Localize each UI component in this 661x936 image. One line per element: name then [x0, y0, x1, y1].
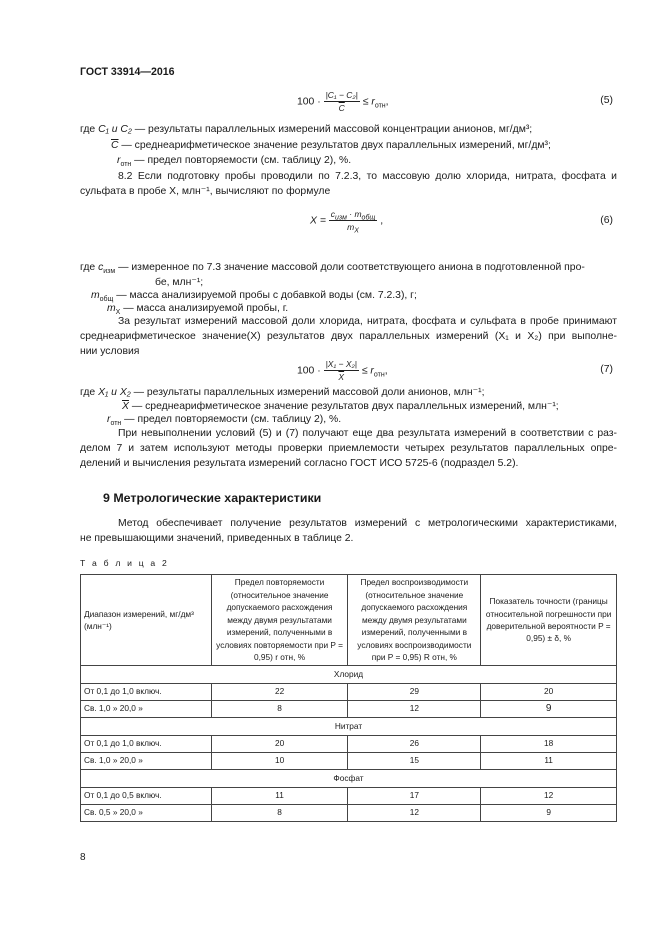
- def-rotn-5: [117, 155, 351, 167]
- paragraph-fail-line3: делений и вычисления результата измерений согласно ГОСТ ИСО 5725-6 (подраздел 5.2).: [80, 458, 519, 469]
- section-9-line1: Метод обеспечивает получение результатов измерений с метрологическими характеристиками,: [118, 518, 617, 529]
- cell-accuracy: 18: [481, 736, 617, 753]
- def-intro: где: [80, 124, 96, 135]
- def-mobsh: [91, 290, 417, 302]
- header-accuracy-text: Показатель точности (границы относительной погрешности при доверительной вероятности P = 0,95) ± δ, %: [485, 596, 612, 644]
- section-9-line2: не превышающими значений, приведенных в таблице 2.: [80, 533, 354, 544]
- document-code: ГОСТ 33914—2016: [80, 66, 175, 78]
- def-cbar: [111, 140, 551, 152]
- table-row: [81, 701, 617, 718]
- table-row: [81, 805, 617, 822]
- def-symbol: $\overline{C}$: [111, 140, 119, 151]
- equation-5-number: (5): [600, 95, 613, 106]
- eq6-num-c-sub: изм: [335, 214, 347, 222]
- table-header-row: [81, 575, 617, 666]
- def-text: — предел повторяемости (см. таблицу 2), %.: [134, 155, 352, 166]
- cell-repeatability: 8: [211, 805, 348, 822]
- group-label: Хлорид: [81, 666, 617, 684]
- cell-reproducibility: 12: [348, 805, 481, 822]
- col-header-repeatability: [211, 575, 348, 666]
- cell-reproducibility: 15: [348, 753, 481, 770]
- paragraph-fail-line1: При невыполнении условий (5) и (7) получают еще два результата измерений в соответствии с раз-: [118, 428, 617, 439]
- group-label: Фосфат: [81, 770, 617, 788]
- def-text: — масса анализируемой пробы, г.: [123, 303, 289, 314]
- header-repeatability-text: Предел повторяемости (относительное значение допускаемого расхождения между двумя результатами измерений, полученными в условиях повторяемости при P = 0,95) r отн, %: [216, 577, 343, 663]
- eq7-rhs-sub: отн: [373, 371, 385, 379]
- cell-range: Св. 1,0 » 20,0 »: [81, 753, 212, 770]
- eq5-prefix: 100 ·: [297, 96, 321, 108]
- def-symbol-sub: изм: [103, 268, 116, 276]
- def-intro: где: [80, 262, 96, 273]
- table-row: [81, 684, 617, 701]
- def-mx: [107, 303, 288, 315]
- paragraph-result-line1: За результат измерений массовой доли хлорида, нитрата, фосфата и сульфата в пробе принимают: [118, 316, 617, 327]
- equation-7-number: (7): [600, 364, 613, 375]
- def-c1c2: [80, 124, 532, 136]
- cell-reproducibility: 26: [348, 736, 481, 753]
- eq6-denominator: [329, 221, 378, 235]
- section-9-title: 9 Метрологические характеристики: [103, 491, 322, 505]
- page-number: 8: [80, 852, 86, 863]
- paragraph-result-line2: среднеарифметическое значение(X) результатов двух параллельных измерений (X₁ и X₂) при выполне-: [80, 331, 617, 342]
- group-row-chloride: [81, 666, 617, 684]
- eq7-denominator: X: [338, 372, 345, 383]
- cell-range: Св. 0,5 » 20,0 »: [81, 805, 212, 822]
- eq7-prefix: 100 ·: [297, 365, 321, 377]
- def-symbol: X₁ и X₂: [98, 387, 131, 398]
- cell-range: От 0,1 до 0,5 включ.: [81, 788, 212, 805]
- equation-6-number: (6): [600, 215, 613, 226]
- paragraph-8-2-line1: 8.2 Если подготовку пробы проводили по 7.2.3, то массовую долю хлорида, нитрата, фосфата и: [118, 171, 617, 182]
- def-symbol: m: [91, 290, 100, 301]
- paragraph-8-2-line2: сульфата в пробе X, млн⁻¹, вычисляют по формуле: [80, 186, 331, 197]
- table-row: [81, 753, 617, 770]
- cell-range: От 0,1 до 1,0 включ.: [81, 684, 212, 701]
- def-text: — среднеарифметическое значение результатов двух параллельных измерений, млн⁻¹;: [131, 401, 559, 412]
- eq6-num-c: c: [330, 209, 336, 219]
- eq6-num-m-sub: общ: [361, 214, 376, 222]
- cell-reproducibility: 17: [348, 788, 481, 805]
- eq6-den-sub: X: [354, 227, 359, 235]
- def-text: — среднеарифметическое значение результатов двух параллельных измерений, мг/дм³;: [121, 140, 551, 151]
- def-rotn-7: [107, 414, 341, 426]
- cell-range: От 0,1 до 1,0 включ.: [81, 736, 212, 753]
- col-header-accuracy: [481, 575, 617, 666]
- def-symbol: c: [98, 262, 104, 273]
- equation-7: [297, 359, 388, 382]
- cell-repeatability: 8: [211, 701, 348, 718]
- def-symbol: C₁ и C₂: [98, 124, 132, 135]
- paragraph-result-line3: нии условия: [80, 346, 140, 357]
- eq6-lhs: X =: [310, 215, 326, 227]
- cell-repeatability: 20: [211, 736, 348, 753]
- def-text: — масса анализируемой пробы с добавкой воды (см. 7.2.3), г;: [116, 290, 417, 301]
- header-range-text: Диапазон измерений, мг/дм³ (млн⁻¹): [84, 608, 194, 631]
- def-symbol-sub: отн: [110, 420, 122, 428]
- cell-range: Св. 1,0 » 20,0 »: [81, 701, 212, 718]
- def-intro: где: [80, 387, 96, 398]
- table-caption: Т а б л и ц а 2: [80, 558, 169, 568]
- eq5-denominator: C: [338, 103, 345, 114]
- eq6-fraction: [329, 209, 378, 235]
- eq6-num-mid: · m: [346, 209, 362, 219]
- def-x1x2: [80, 387, 485, 399]
- group-row-nitrate: [81, 718, 617, 736]
- cell-reproducibility: 29: [348, 684, 481, 701]
- cell-repeatability: 11: [211, 788, 348, 805]
- table-row: [81, 788, 617, 805]
- eq5-numerator: |C₁ − C₂|: [324, 90, 360, 102]
- def-text: — результаты параллельных измерений массовой концентрации анионов, мг/дм³;: [134, 124, 533, 135]
- group-label: Нитрат: [81, 718, 617, 736]
- def-xbar: [122, 401, 559, 413]
- group-row-phosphate: [81, 770, 617, 788]
- eq5-tail: ,: [385, 96, 389, 108]
- eq5-rhs-sub: отн: [374, 102, 386, 110]
- def-symbol: r: [117, 155, 121, 166]
- eq6-tail: ,: [380, 215, 384, 227]
- equation-6: [310, 209, 384, 235]
- header-reproducibility-text: Предел воспроизводимости (относительное значение допускаемого расхождения между двумя результатами измерений, полученными в условиях воспроизводимости при P = 0,95) R отн, %: [357, 577, 472, 663]
- def-symbol-sub: общ: [99, 296, 114, 304]
- eq7-rhs: ≤ r: [361, 365, 374, 377]
- def-symbol: m: [107, 303, 116, 314]
- eq7-fraction: [324, 359, 359, 382]
- def-symbol: r: [107, 414, 111, 425]
- table-2: [80, 574, 617, 822]
- equation-5: [297, 90, 389, 113]
- def-symbol: $\overline{X}$: [122, 401, 129, 412]
- eq6-numerator: [329, 209, 378, 221]
- eq7-tail: ,: [384, 365, 388, 377]
- def-symbol-sub: отн: [120, 161, 132, 169]
- cell-accuracy: 9: [481, 805, 617, 822]
- def-symbol-sub: X: [115, 309, 121, 317]
- table-row: [81, 736, 617, 753]
- cell-accuracy: 11: [481, 753, 617, 770]
- def-text: — результаты параллельных измерений массовой доли анионов, млн⁻¹;: [133, 387, 485, 398]
- eq7-numerator: |X₁ − X₂|: [324, 359, 359, 371]
- eq5-rhs: ≤ r: [362, 96, 375, 108]
- cell-accuracy: 20: [481, 684, 617, 701]
- eq5-fraction: [324, 90, 360, 113]
- def-cizm-line2: бе, млн⁻¹;: [155, 277, 204, 288]
- cell-repeatability: 10: [211, 753, 348, 770]
- def-text: — предел повторяемости (см. таблицу 2), %.: [124, 414, 342, 425]
- cell-repeatability: 22: [211, 684, 348, 701]
- cell-accuracy: 12: [481, 788, 617, 805]
- def-text: — измеренное по 7.3 значение массовой доли соответствующего аниона в подготовленной про-: [118, 262, 585, 273]
- eq6-den-m: m: [347, 222, 355, 233]
- paragraph-fail-line2: делом 7 и затем используют методы проверки приемлемости четырех результатов параллельных опре-: [80, 443, 617, 454]
- def-cizm: [80, 262, 585, 274]
- cell-reproducibility: 12: [348, 701, 481, 718]
- col-header-reproducibility: [348, 575, 481, 666]
- cell-accuracy: 9: [481, 701, 617, 718]
- col-header-range: [81, 575, 212, 666]
